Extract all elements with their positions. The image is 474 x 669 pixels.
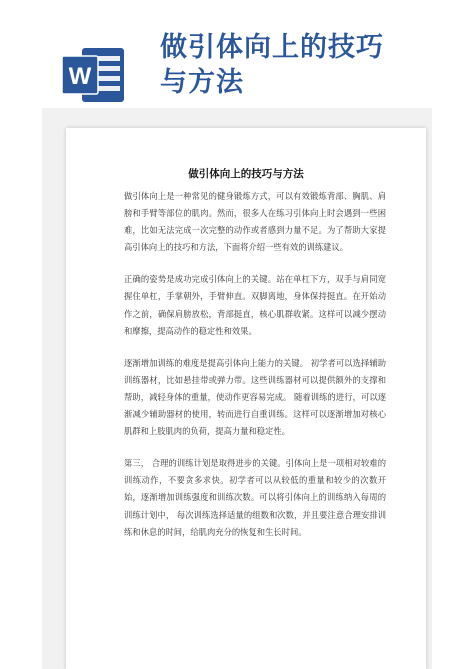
paragraph-progression: 逐渐增加训练的难度是提高引体向上能力的关键。 初学者可以选择辅助训练器材，比如悬挂带或弹力带。这些训练器材可以提供额外的支撑和帮助，减轻身体的重量，使动作更容易完成。 随着训练的进行，可以逐渐减少辅助器材的使用，转而进行自重训练。这样可以逐渐增加对核心肌群和上肢肌肉的负荷，提高力量和稳定性。 xyxy=(124,357,386,437)
document-title: 做引体向上的技巧与方法 xyxy=(188,168,304,180)
word-document-icon xyxy=(62,46,126,104)
document-page xyxy=(66,128,426,669)
header xyxy=(0,0,474,120)
document-body xyxy=(124,188,386,556)
paragraph-training-plan: 第三， 合理的训练计划是取得进步的关键。引体向上是一项相对较难的训练动作，不要贪多求快。初学者可以从较低的重量和较少的次数开始，逐渐增加训练强度和训练次数。可以将引体向上的训练纳入每周的训练计划中， 每次训练选择适量的组数和次数，并且要注意合理安排训练和休息的时间，给肌肉充分的恢复和生长时间。 xyxy=(124,458,386,537)
paragraph-posture: 正确的姿势是成功完成引体向上的关键。站在单杠下方，双手与肩同宽握住单杠，手掌朝外，手臂伸直。双脚离地，身体保持挺直。在开始动作之前，确保肩膀放松，背部挺直，核心肌群收紧。这样可以减少摆动和摩擦，提高动作的稳定性和效果。 xyxy=(124,274,386,336)
word-letter: W xyxy=(68,63,92,90)
header-title: 做引体向上的技巧 与方法 xyxy=(160,32,384,98)
paragraph-intro: 做引体向上是一种常见的健身锻炼方式，可以有效锻炼背部、胸肌、肩膀和手臂等部位的肌肉。然而，很多人在练习引体向上时会遇到一些困难，比如无法完成一次完整的动作或者感到力量不足。为了帮助大家提高引体向上的技巧和方法，下面将介绍一些有效的训练建议。 xyxy=(124,191,386,253)
